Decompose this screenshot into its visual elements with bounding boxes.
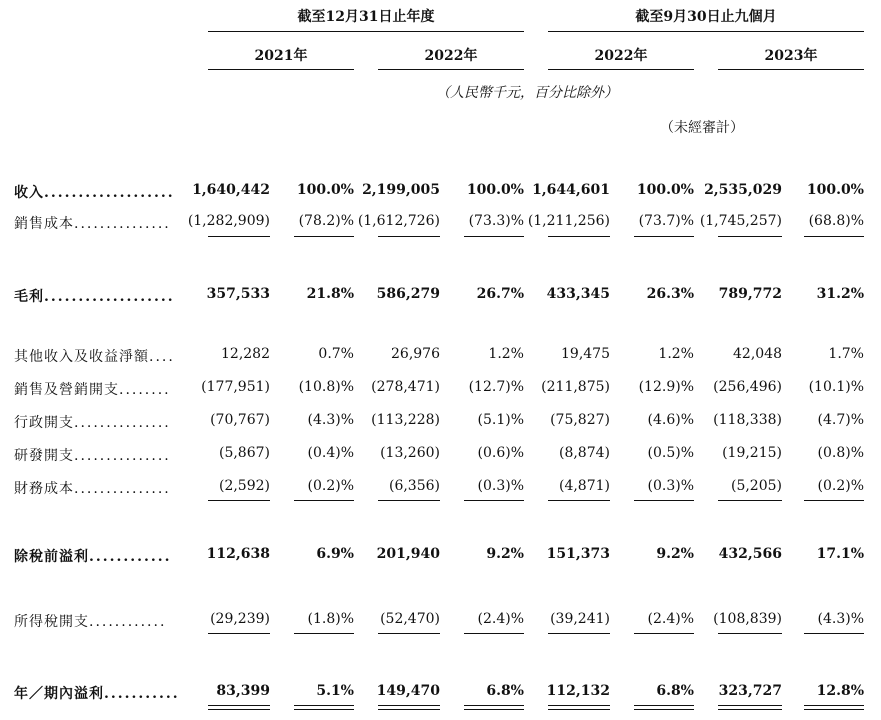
year-rule-2023 <box>718 69 864 70</box>
total-double-rule <box>464 705 524 710</box>
subtotal-rule <box>464 500 524 501</box>
cell-admin-2021-pct: (4.3)% <box>307 412 354 428</box>
cell-cost-of-sales-9m2023-pct: (68.8)% <box>808 213 864 229</box>
row-label-cost-of-sales: 銷售成本............... <box>14 216 171 232</box>
cell-pbt-9m2023-pct: 17.1% <box>816 546 864 562</box>
cell-pbt-9m2023-amount: 432,566 <box>718 546 782 562</box>
subtotal-rule <box>378 500 440 501</box>
cell-profit-9m2023-pct: 12.8% <box>816 683 864 699</box>
cell-pbt-2022-amount: 201,940 <box>376 546 440 562</box>
cell-rnd-9m2023-pct: (0.8)% <box>817 445 864 461</box>
subtotal-rule <box>804 236 864 237</box>
cell-other-income-9m2022-amount: 19,475 <box>561 346 610 362</box>
cell-selling-9m2022-pct: (12.9)% <box>638 379 694 395</box>
cell-gross-profit-2021-amount: 357,533 <box>206 286 270 302</box>
cell-revenue-2022-pct: 100.0% <box>466 182 524 198</box>
subtotal-rule <box>548 500 610 501</box>
cell-admin-9m2023-pct: (4.7)% <box>817 412 864 428</box>
cell-admin-2022-amount: (113,228) <box>371 412 440 428</box>
cell-other-income-9m2022-pct: 1.2% <box>658 346 694 362</box>
subtotal-rule <box>208 236 270 237</box>
cell-selling-9m2023-amount: (256,496) <box>713 379 782 395</box>
cell-profit-2022-pct: 6.8% <box>486 683 524 699</box>
subtotal-rule <box>804 633 864 634</box>
cell-revenue-9m2022-pct: 100.0% <box>636 182 694 198</box>
cell-finance-2022-pct: (0.3)% <box>477 478 524 494</box>
cell-profit-9m2022-amount: 112,132 <box>546 683 610 699</box>
cell-gross-profit-2021-pct: 21.8% <box>306 286 354 302</box>
cell-gross-profit-9m2022-pct: 26.3% <box>646 286 694 302</box>
cell-selling-9m2022-amount: (211,875) <box>541 379 610 395</box>
cell-gross-profit-2022-pct: 26.7% <box>476 286 524 302</box>
row-label-admin-expenses: 行政開支............... <box>14 415 171 431</box>
year-rule-2021 <box>208 69 354 70</box>
cell-pbt-2022-pct: 9.2% <box>486 546 524 562</box>
year-rule-2022-nine-months <box>548 69 694 70</box>
subtotal-rule <box>718 236 782 237</box>
row-label-selling-expenses: 銷售及營銷開支........ <box>14 382 171 398</box>
year-header-2021: 2021年 <box>254 48 308 64</box>
row-label-finance-costs: 財務成本............... <box>14 481 171 497</box>
cell-cost-of-sales-2022-pct: (73.3)% <box>468 213 524 229</box>
cell-tax-2022-amount: (52,470) <box>380 611 440 627</box>
cell-other-income-9m2023-pct: 1.7% <box>828 346 864 362</box>
cell-rnd-2021-pct: (0.4)% <box>307 445 354 461</box>
total-double-rule <box>634 705 694 710</box>
cell-pbt-9m2022-amount: 151,373 <box>546 546 610 562</box>
cell-revenue-9m2022-amount: 1,644,601 <box>532 182 610 198</box>
subtotal-rule <box>294 500 354 501</box>
cell-profit-2021-amount: 83,399 <box>216 683 270 699</box>
cell-cost-of-sales-9m2022-pct: (73.7)% <box>638 213 694 229</box>
cell-tax-2022-pct: (2.4)% <box>477 611 524 627</box>
subtotal-rule <box>548 633 610 634</box>
cell-selling-9m2023-pct: (10.1)% <box>808 379 864 395</box>
cell-other-income-2022-amount: 26,976 <box>391 346 440 362</box>
subtotal-rule <box>804 500 864 501</box>
total-double-rule <box>378 705 440 710</box>
header-nine-months: 截至9月30日止九個月 <box>635 9 777 25</box>
total-double-rule <box>548 705 610 710</box>
cell-selling-2022-amount: (278,471) <box>371 379 440 395</box>
subtotal-rule <box>718 633 782 634</box>
cell-tax-9m2023-pct: (4.3)% <box>817 611 864 627</box>
header-year-end: 截至12月31日止年度 <box>297 9 435 25</box>
cell-other-income-2021-amount: 12,282 <box>221 346 270 362</box>
row-label-revenue: 收入................... <box>14 185 175 201</box>
cell-revenue-2021-amount: 1,640,442 <box>192 182 270 198</box>
subtotal-rule <box>634 500 694 501</box>
unaudited-note: （未經審計） <box>660 120 744 136</box>
cell-pbt-9m2022-pct: 9.2% <box>656 546 694 562</box>
subtotal-rule <box>208 500 270 501</box>
row-label-profit-for-period: 年／期內溢利........... <box>14 686 180 702</box>
cell-cost-of-sales-9m2023-amount: (1,745,257) <box>699 213 782 229</box>
total-double-rule <box>294 705 354 710</box>
cell-finance-9m2023-pct: (0.2)% <box>817 478 864 494</box>
cell-admin-2022-pct: (5.1)% <box>477 412 524 428</box>
cell-gross-profit-9m2022-amount: 433,345 <box>546 286 610 302</box>
subtotal-rule <box>294 633 354 634</box>
row-label-gross-profit: 毛利................... <box>14 289 175 305</box>
cell-admin-9m2023-amount: (118,338) <box>713 412 782 428</box>
cell-tax-9m2022-pct: (2.4)% <box>647 611 694 627</box>
cell-rnd-2022-amount: (13,260) <box>380 445 440 461</box>
year-header-2023: 2023年 <box>764 48 818 64</box>
cell-gross-profit-2022-amount: 586,279 <box>376 286 440 302</box>
cell-profit-2021-pct: 5.1% <box>316 683 354 699</box>
cell-rnd-2022-pct: (0.6)% <box>477 445 524 461</box>
cell-cost-of-sales-2022-amount: (1,612,726) <box>357 213 440 229</box>
subtotal-rule <box>464 236 524 237</box>
cell-tax-2021-amount: (29,239) <box>210 611 270 627</box>
subtotal-rule <box>378 633 440 634</box>
cell-selling-2021-amount: (177,951) <box>201 379 270 395</box>
cell-revenue-2022-amount: 2,199,005 <box>362 182 440 198</box>
subtotal-rule <box>634 633 694 634</box>
subtotal-rule <box>718 500 782 501</box>
cell-other-income-2022-pct: 1.2% <box>488 346 524 362</box>
year-rule-2022-annual <box>378 69 524 70</box>
cell-profit-2022-amount: 149,470 <box>376 683 440 699</box>
cell-admin-9m2022-amount: (75,827) <box>550 412 610 428</box>
subtotal-rule <box>464 633 524 634</box>
cell-tax-9m2023-amount: (108,839) <box>713 611 782 627</box>
cell-other-income-9m2023-amount: 42,048 <box>733 346 782 362</box>
cell-profit-9m2023-amount: 323,727 <box>718 683 782 699</box>
total-double-rule <box>718 705 782 710</box>
total-double-rule <box>804 705 864 710</box>
cell-finance-2021-pct: (0.2)% <box>307 478 354 494</box>
cell-finance-9m2022-amount: (4,871) <box>558 478 610 494</box>
cell-tax-9m2022-amount: (39,241) <box>550 611 610 627</box>
cell-rnd-2021-amount: (5,867) <box>218 445 270 461</box>
cell-revenue-9m2023-amount: 2,535,029 <box>704 182 782 198</box>
subtotal-rule <box>634 236 694 237</box>
cell-gross-profit-9m2023-amount: 789,772 <box>718 286 782 302</box>
cell-selling-2021-pct: (10.8)% <box>298 379 354 395</box>
cell-pbt-2021-pct: 6.9% <box>316 546 354 562</box>
row-label-profit-before-tax: 除稅前溢利............ <box>14 549 172 565</box>
cell-cost-of-sales-2021-pct: (78.2)% <box>298 213 354 229</box>
cell-revenue-9m2023-pct: 100.0% <box>806 182 864 198</box>
subtotal-rule <box>548 236 610 237</box>
cell-finance-2022-amount: (6,356) <box>388 478 440 494</box>
cell-other-income-2021-pct: 0.7% <box>318 346 354 362</box>
total-double-rule <box>208 705 270 710</box>
cell-rnd-9m2022-amount: (8,874) <box>558 445 610 461</box>
cell-profit-9m2022-pct: 6.8% <box>656 683 694 699</box>
row-label-other-income: 其他收入及收益淨額.... <box>14 349 175 365</box>
cell-selling-2022-pct: (12.7)% <box>468 379 524 395</box>
unit-note: （人民幣千元，百分比除外） <box>436 85 618 101</box>
cell-admin-2021-amount: (70,767) <box>210 412 270 428</box>
year-header-2022-nine-months: 2022年 <box>594 48 648 64</box>
subtotal-rule <box>378 236 440 237</box>
cell-cost-of-sales-9m2022-amount: (1,211,256) <box>527 213 610 229</box>
cell-tax-2021-pct: (1.8)% <box>307 611 354 627</box>
cell-revenue-2021-pct: 100.0% <box>296 182 354 198</box>
header-year-end-rule <box>208 31 524 32</box>
cell-finance-9m2023-amount: (5,205) <box>730 478 782 494</box>
cell-finance-2021-amount: (2,592) <box>218 478 270 494</box>
year-header-2022-annual: 2022年 <box>424 48 478 64</box>
cell-finance-9m2022-pct: (0.3)% <box>647 478 694 494</box>
header-nine-months-rule <box>548 31 864 32</box>
row-label-rnd-expenses: 研發開支............... <box>14 448 171 464</box>
cell-rnd-9m2023-amount: (19,215) <box>722 445 782 461</box>
cell-admin-9m2022-pct: (4.6)% <box>647 412 694 428</box>
row-label-income-tax: 所得稅開支............ <box>14 614 167 630</box>
subtotal-rule <box>294 236 354 237</box>
cell-gross-profit-9m2023-pct: 31.2% <box>816 286 864 302</box>
cell-rnd-9m2022-pct: (0.5)% <box>647 445 694 461</box>
cell-cost-of-sales-2021-amount: (1,282,909) <box>187 213 270 229</box>
cell-pbt-2021-amount: 112,638 <box>206 546 270 562</box>
subtotal-rule <box>208 633 270 634</box>
